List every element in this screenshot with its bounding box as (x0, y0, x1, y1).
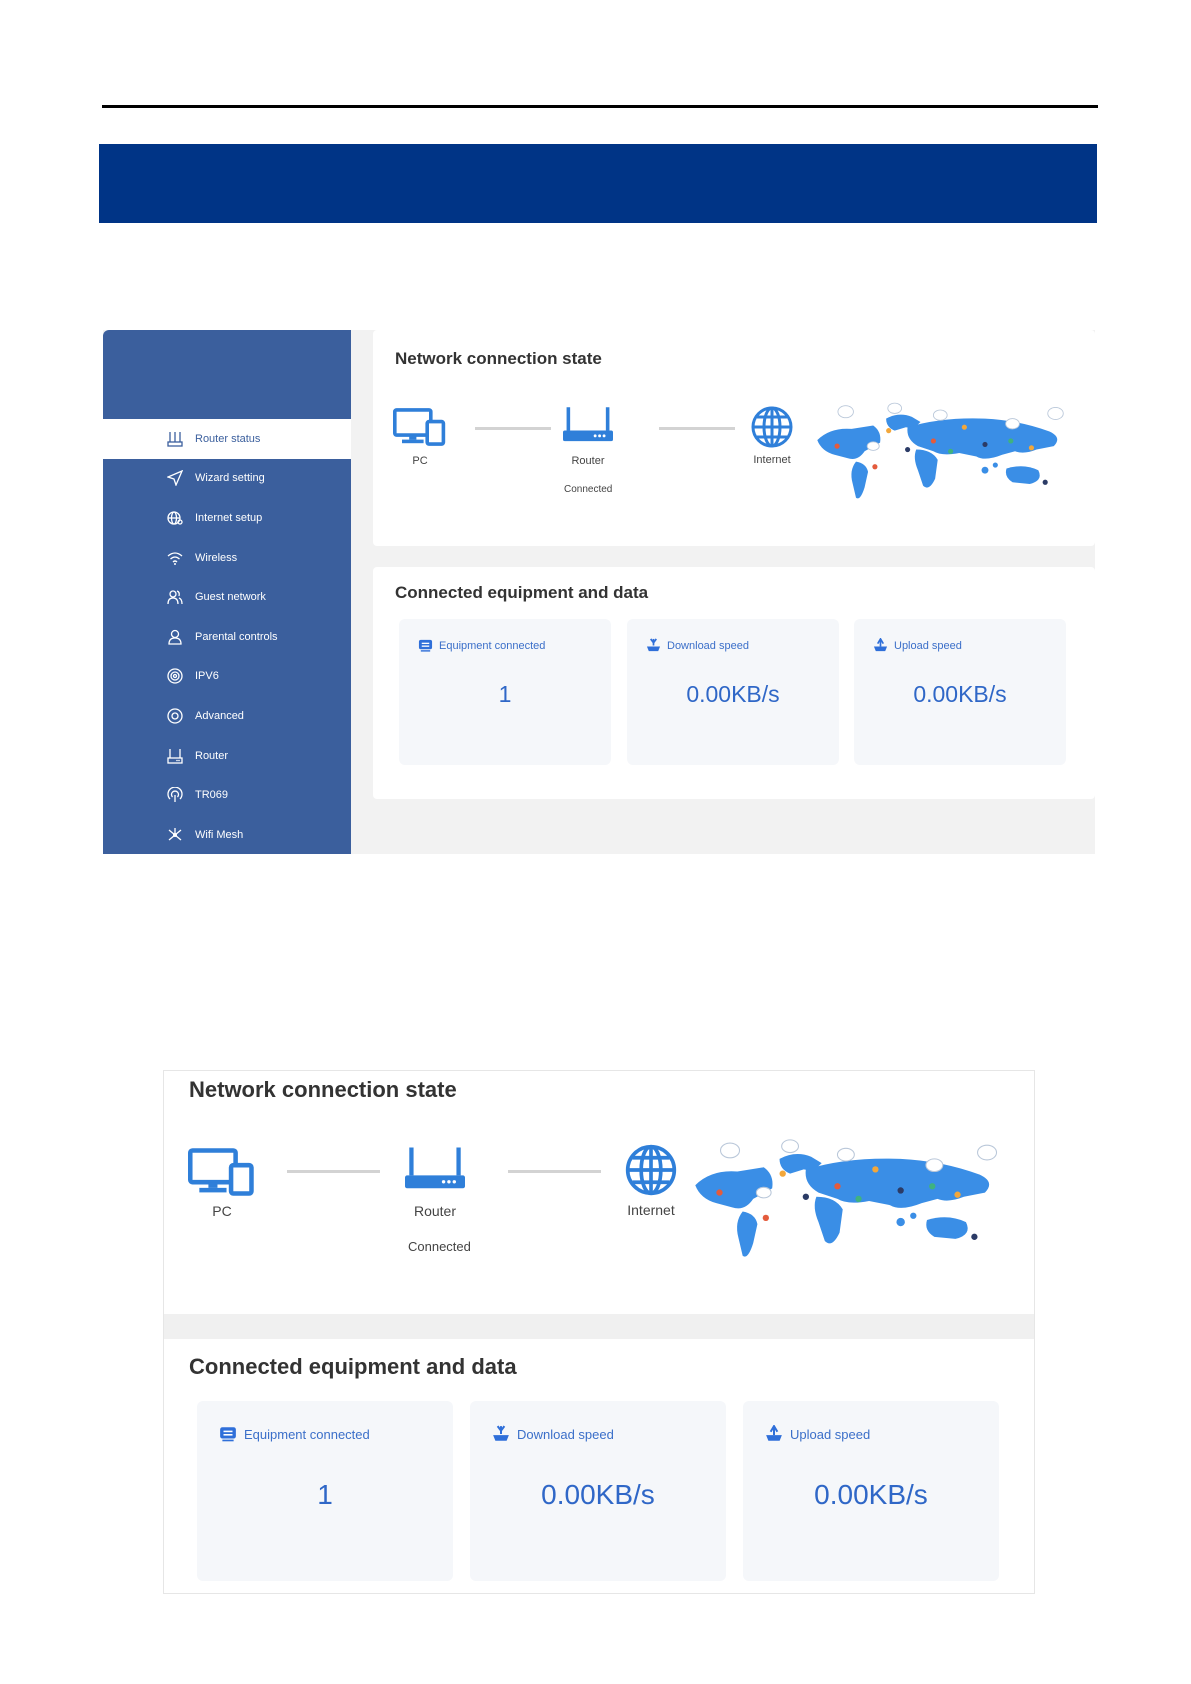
equipment-panel (373, 567, 1095, 799)
sidebar-item-internet-setup[interactable] (103, 498, 351, 538)
pc-label: PC (212, 1203, 232, 1219)
pc-icon (188, 1148, 256, 1196)
router-icon (563, 407, 613, 445)
globe-icon (750, 405, 794, 449)
sidebar-item-parental-controls[interactable] (103, 617, 351, 657)
send-icon (167, 470, 183, 486)
card-header (418, 638, 545, 653)
download-speed-card (627, 619, 839, 765)
upload-speed-card (854, 619, 1066, 765)
internet-label: Internet (627, 1202, 675, 1218)
sidebar-item-label: TR069 (195, 789, 229, 802)
pc-icon (393, 407, 447, 447)
sidebar-item-label: Guest network (195, 591, 266, 604)
sidebar-item-label: Router (195, 749, 229, 762)
connection-line (508, 1170, 601, 1173)
sidebar-item-guest-network[interactable] (103, 577, 351, 617)
equipment-connected-card (399, 619, 611, 765)
upload-speed-card (743, 1401, 999, 1581)
network-state-panel (373, 330, 1095, 546)
sidebar-menu (103, 419, 351, 854)
card-value: 0.00KB/s (686, 681, 780, 707)
panel-title: Network connection state (189, 1077, 457, 1102)
panel-title: Connected equipment and data (395, 583, 649, 602)
download-speed-card (470, 1401, 726, 1581)
sidebar-item-label: Advanced (195, 709, 244, 722)
users-icon (167, 589, 183, 605)
router-label: Router (413, 1203, 457, 1219)
router-label: Router (571, 455, 605, 467)
internet-label: Internet (753, 454, 791, 466)
signal-icon (167, 787, 183, 803)
sidebar-item-label: Wizard setting (195, 472, 265, 485)
status-panels-closeup (163, 1070, 1035, 1594)
ipv6-icon (167, 668, 183, 684)
sidebar-item-label: Wireless (195, 551, 238, 564)
sidebar-item-router-status[interactable] (103, 419, 351, 459)
card-value: 1 (317, 1479, 333, 1510)
settings-icon (167, 708, 183, 724)
card-label: Download speed (517, 1426, 614, 1442)
router-icon (167, 748, 183, 764)
wifi-icon (167, 550, 183, 566)
user-shield-icon (167, 629, 183, 645)
card-label: Equipment connected (439, 639, 546, 652)
sidebar-item-tr069[interactable] (103, 775, 351, 815)
router-device (404, 1147, 466, 1219)
sidebar-item-label: Router status (195, 432, 261, 445)
card-header (219, 1425, 370, 1443)
router-status: Connected (408, 1239, 471, 1254)
router-ui-screenshot (103, 330, 1095, 854)
router-status: Connected (564, 484, 613, 495)
card-value: 0.00KB/s (913, 681, 1007, 707)
pc-label: PC (412, 455, 428, 467)
download-icon (646, 638, 661, 653)
sidebar-item-wireless[interactable] (103, 538, 351, 578)
network-state-panel (164, 1071, 1034, 1314)
card-header (492, 1425, 614, 1443)
router-icon (405, 1147, 465, 1193)
connection-line (287, 1170, 380, 1173)
pc-device (393, 407, 447, 467)
connection-line (475, 427, 551, 430)
sidebar-item-wifi-mesh[interactable] (103, 815, 351, 854)
monitor-icon (418, 638, 433, 653)
sidebar-item-label: Parental controls (195, 630, 278, 643)
globe-icon (624, 1143, 678, 1197)
card-label: Equipment connected (244, 1426, 370, 1442)
card-value: 0.00KB/s (541, 1479, 655, 1510)
equipment-connected-card (197, 1401, 453, 1581)
upload-icon (873, 638, 888, 653)
card-value: 1 (498, 681, 512, 707)
sidebar-item-label: Internet setup (195, 511, 263, 524)
section-banner (99, 144, 1097, 223)
pc-device (188, 1148, 256, 1219)
internet-device (745, 405, 799, 466)
world-map-illustration (813, 400, 1071, 506)
sidebar-item-router[interactable] (103, 736, 351, 776)
card-header (765, 1425, 870, 1443)
upload-icon (765, 1425, 783, 1443)
panel-title: Connected equipment and data (189, 1354, 517, 1379)
card-label: Download speed (667, 639, 749, 652)
sidebar-item-advanced[interactable] (103, 696, 351, 736)
sidebar (103, 330, 351, 854)
card-header (646, 638, 749, 653)
connection-line (659, 427, 735, 430)
mesh-icon (167, 827, 183, 843)
card-value: 0.00KB/s (814, 1479, 928, 1510)
world-map-illustration (690, 1137, 1006, 1265)
router-device (561, 407, 615, 467)
sidebar-item-wizard-setting[interactable] (103, 459, 351, 499)
monitor-icon (219, 1425, 237, 1443)
sidebar-item-label: IPV6 (195, 670, 219, 683)
internet-device (621, 1143, 681, 1218)
download-icon (492, 1425, 510, 1443)
sidebar-item-label: Wifi Mesh (195, 828, 244, 841)
equipment-panel (164, 1339, 1034, 1593)
card-header (873, 638, 962, 653)
card-label: Upload speed (790, 1426, 871, 1442)
globe-gear-icon (167, 510, 183, 526)
card-label: Upload speed (894, 639, 962, 652)
header-rule (102, 105, 1098, 108)
panel-title: Network connection state (395, 349, 602, 368)
router-status-icon (167, 431, 183, 447)
sidebar-item-ipv6[interactable] (103, 657, 351, 697)
